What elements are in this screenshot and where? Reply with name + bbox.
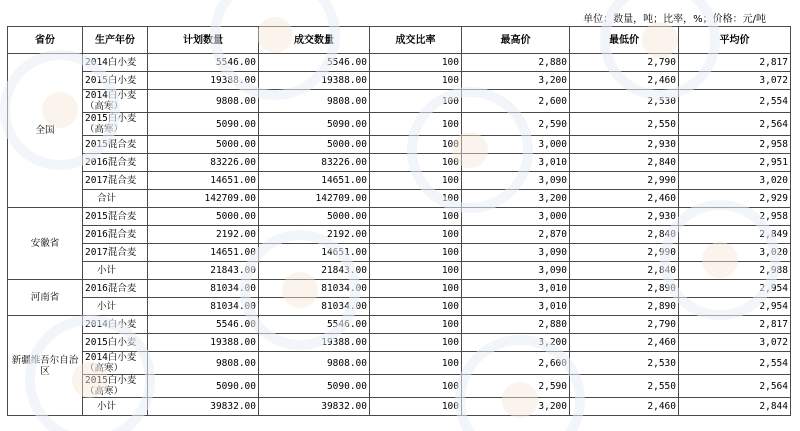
cell-min-price: 2,530 (570, 90, 679, 113)
table-row (8, 136, 791, 154)
column-header-max-price: 最高价 (462, 27, 570, 54)
cell-year: 2015白小麦（高寒） (83, 375, 148, 398)
cell-min-price: 2,790 (570, 316, 679, 334)
cell-traded: 142709.00 (259, 190, 370, 208)
cell-max-price: 3,010 (462, 154, 570, 172)
cell-planned: 81034.00 (148, 280, 259, 298)
cell-ratio: 100 (370, 334, 462, 352)
cell-ratio: 100 (370, 190, 462, 208)
cell-ratio: 100 (370, 262, 462, 280)
cell-year: 小计 (83, 262, 148, 280)
cell-avg-price: 2,954 (679, 298, 791, 316)
cell-year: 2014白小麦 (83, 316, 148, 334)
cell-ratio: 100 (370, 375, 462, 398)
table-row (8, 72, 791, 90)
column-header-avg-price: 平均价 (679, 27, 791, 54)
cell-min-price: 2,460 (570, 72, 679, 90)
table-row (8, 334, 791, 352)
table-row (8, 54, 791, 72)
table-row (8, 172, 791, 190)
cell-traded: 19388.00 (259, 72, 370, 90)
cell-planned: 9808.00 (148, 90, 259, 113)
cell-max-price: 3,090 (462, 244, 570, 262)
cell-province: 全国 (8, 54, 83, 208)
cell-traded: 19388.00 (259, 334, 370, 352)
cell-year: 2017混合麦 (83, 172, 148, 190)
cell-avg-price: 2,817 (679, 316, 791, 334)
cell-avg-price: 3,020 (679, 172, 791, 190)
cell-avg-price: 2,958 (679, 136, 791, 154)
subtotal-row (8, 262, 791, 280)
cell-year: 2017混合麦 (83, 244, 148, 262)
cell-avg-price: 2,929 (679, 190, 791, 208)
cell-avg-price: 2,564 (679, 375, 791, 398)
table-row (8, 244, 791, 262)
cell-province: 安徽省 (8, 208, 83, 280)
cell-max-price: 2,590 (462, 375, 570, 398)
cell-min-price: 2,930 (570, 208, 679, 226)
subtotal-row (8, 298, 791, 316)
table-row (8, 90, 791, 113)
cell-avg-price: 3,020 (679, 244, 791, 262)
cell-min-price: 2,840 (570, 262, 679, 280)
cell-year: 2014白小麦（高寒） (83, 90, 148, 113)
cell-max-price: 2,880 (462, 316, 570, 334)
cell-min-price: 2,840 (570, 226, 679, 244)
cell-max-price: 3,200 (462, 398, 570, 416)
cell-planned: 2192.00 (148, 226, 259, 244)
cell-max-price: 3,200 (462, 72, 570, 90)
cell-traded: 21843.00 (259, 262, 370, 280)
cell-traded: 5090.00 (259, 113, 370, 136)
column-header-ratio: 成交比率 (370, 27, 462, 54)
cell-planned: 5546.00 (148, 54, 259, 72)
cell-year: 2016混合麦 (83, 280, 148, 298)
cell-planned: 14651.00 (148, 244, 259, 262)
unit-note: 单位：数量，吨；比率，%；价格：元/吨 (583, 14, 766, 25)
cell-planned: 21843.00 (148, 262, 259, 280)
cell-ratio: 100 (370, 154, 462, 172)
cell-avg-price: 2,844 (679, 398, 791, 416)
cell-province: 新疆维吾尔自治区 (8, 316, 83, 416)
cell-ratio: 100 (370, 172, 462, 190)
cell-avg-price: 2,951 (679, 154, 791, 172)
cell-avg-price: 2,954 (679, 280, 791, 298)
auction-results-table (7, 26, 791, 416)
subtotal-row (8, 398, 791, 416)
cell-ratio: 100 (370, 72, 462, 90)
cell-min-price: 2,990 (570, 244, 679, 262)
cell-min-price: 2,530 (570, 352, 679, 375)
cell-year: 小计 (83, 298, 148, 316)
cell-min-price: 2,890 (570, 280, 679, 298)
cell-year: 2015白小麦 (83, 334, 148, 352)
cell-traded: 14651.00 (259, 244, 370, 262)
cell-max-price: 2,880 (462, 54, 570, 72)
cell-min-price: 2,890 (570, 298, 679, 316)
cell-year: 2015混合麦 (83, 136, 148, 154)
cell-ratio: 100 (370, 352, 462, 375)
cell-year: 2014白小麦（高寒） (83, 352, 148, 375)
table-row (8, 280, 791, 298)
column-header-year: 生产年份 (83, 27, 148, 54)
cell-planned: 83226.00 (148, 154, 259, 172)
table-body (8, 54, 791, 416)
cell-avg-price: 2,554 (679, 352, 791, 375)
cell-min-price: 2,930 (570, 136, 679, 154)
cell-year: 2015白小麦（高寒） (83, 113, 148, 136)
table-row (8, 226, 791, 244)
cell-ratio: 100 (370, 298, 462, 316)
cell-avg-price: 2,817 (679, 54, 791, 72)
cell-min-price: 2,550 (570, 113, 679, 136)
cell-min-price: 2,460 (570, 190, 679, 208)
cell-ratio: 100 (370, 90, 462, 113)
cell-year: 2016混合麦 (83, 154, 148, 172)
cell-year: 2015白小麦 (83, 72, 148, 90)
cell-max-price: 2,870 (462, 226, 570, 244)
cell-year: 小计 (83, 398, 148, 416)
cell-max-price: 2,600 (462, 90, 570, 113)
cell-ratio: 100 (370, 54, 462, 72)
cell-year: 2015混合麦 (83, 208, 148, 226)
column-header-min-price: 最低价 (570, 27, 679, 54)
cell-max-price: 3,090 (462, 172, 570, 190)
cell-avg-price: 3,072 (679, 72, 791, 90)
cell-max-price: 3,200 (462, 334, 570, 352)
table-row (8, 208, 791, 226)
cell-avg-price: 3,072 (679, 334, 791, 352)
cell-traded: 5000.00 (259, 136, 370, 154)
cell-max-price: 2,590 (462, 113, 570, 136)
cell-max-price: 2,600 (462, 352, 570, 375)
cell-min-price: 2,550 (570, 375, 679, 398)
cell-ratio: 100 (370, 226, 462, 244)
cell-traded: 2192.00 (259, 226, 370, 244)
cell-traded: 9808.00 (259, 90, 370, 113)
cell-planned: 5090.00 (148, 113, 259, 136)
cell-min-price: 2,790 (570, 54, 679, 72)
cell-planned: 39832.00 (148, 398, 259, 416)
cell-max-price: 3,000 (462, 208, 570, 226)
cell-max-price: 3,010 (462, 280, 570, 298)
column-header-traded: 成交数量 (259, 27, 370, 54)
cell-traded: 81034.00 (259, 280, 370, 298)
cell-planned: 5546.00 (148, 316, 259, 334)
cell-year: 2014白小麦 (83, 54, 148, 72)
cell-avg-price: 2,564 (679, 113, 791, 136)
cell-traded: 83226.00 (259, 154, 370, 172)
cell-ratio: 100 (370, 398, 462, 416)
cell-min-price: 2,840 (570, 154, 679, 172)
cell-year: 合计 (83, 190, 148, 208)
cell-min-price: 2,460 (570, 398, 679, 416)
cell-ratio: 100 (370, 280, 462, 298)
cell-year: 2016混合麦 (83, 226, 148, 244)
cell-planned: 5000.00 (148, 136, 259, 154)
cell-avg-price: 2,849 (679, 226, 791, 244)
cell-planned: 5090.00 (148, 375, 259, 398)
cell-traded: 5546.00 (259, 54, 370, 72)
cell-max-price: 3,000 (462, 136, 570, 154)
cell-planned: 81034.00 (148, 298, 259, 316)
cell-traded: 5000.00 (259, 208, 370, 226)
cell-traded: 39832.00 (259, 398, 370, 416)
cell-planned: 14651.00 (148, 172, 259, 190)
cell-max-price: 3,010 (462, 298, 570, 316)
table-row (8, 154, 791, 172)
cell-ratio: 100 (370, 316, 462, 334)
subtotal-row (8, 190, 791, 208)
column-header-province: 省份 (8, 27, 83, 54)
cell-planned: 19388.00 (148, 334, 259, 352)
cell-traded: 5546.00 (259, 316, 370, 334)
cell-ratio: 100 (370, 136, 462, 154)
table-row (8, 113, 791, 136)
cell-avg-price: 2,988 (679, 262, 791, 280)
cell-avg-price: 2,958 (679, 208, 791, 226)
cell-planned: 5000.00 (148, 208, 259, 226)
table-row (8, 375, 791, 398)
cell-planned: 19388.00 (148, 72, 259, 90)
cell-max-price: 3,090 (462, 262, 570, 280)
cell-ratio: 100 (370, 208, 462, 226)
cell-min-price: 2,990 (570, 172, 679, 190)
cell-traded: 14651.00 (259, 172, 370, 190)
table-row (8, 316, 791, 334)
cell-traded: 9808.00 (259, 352, 370, 375)
cell-avg-price: 2,554 (679, 90, 791, 113)
table-row (8, 352, 791, 375)
cell-traded: 5090.00 (259, 375, 370, 398)
cell-planned: 142709.00 (148, 190, 259, 208)
cell-ratio: 100 (370, 244, 462, 262)
cell-province: 河南省 (8, 280, 83, 316)
column-header-planned: 计划数量 (148, 27, 259, 54)
table-header-row (8, 27, 791, 54)
cell-min-price: 2,460 (570, 334, 679, 352)
cell-ratio: 100 (370, 113, 462, 136)
cell-planned: 9808.00 (148, 352, 259, 375)
cell-traded: 81034.00 (259, 298, 370, 316)
cell-max-price: 3,200 (462, 190, 570, 208)
